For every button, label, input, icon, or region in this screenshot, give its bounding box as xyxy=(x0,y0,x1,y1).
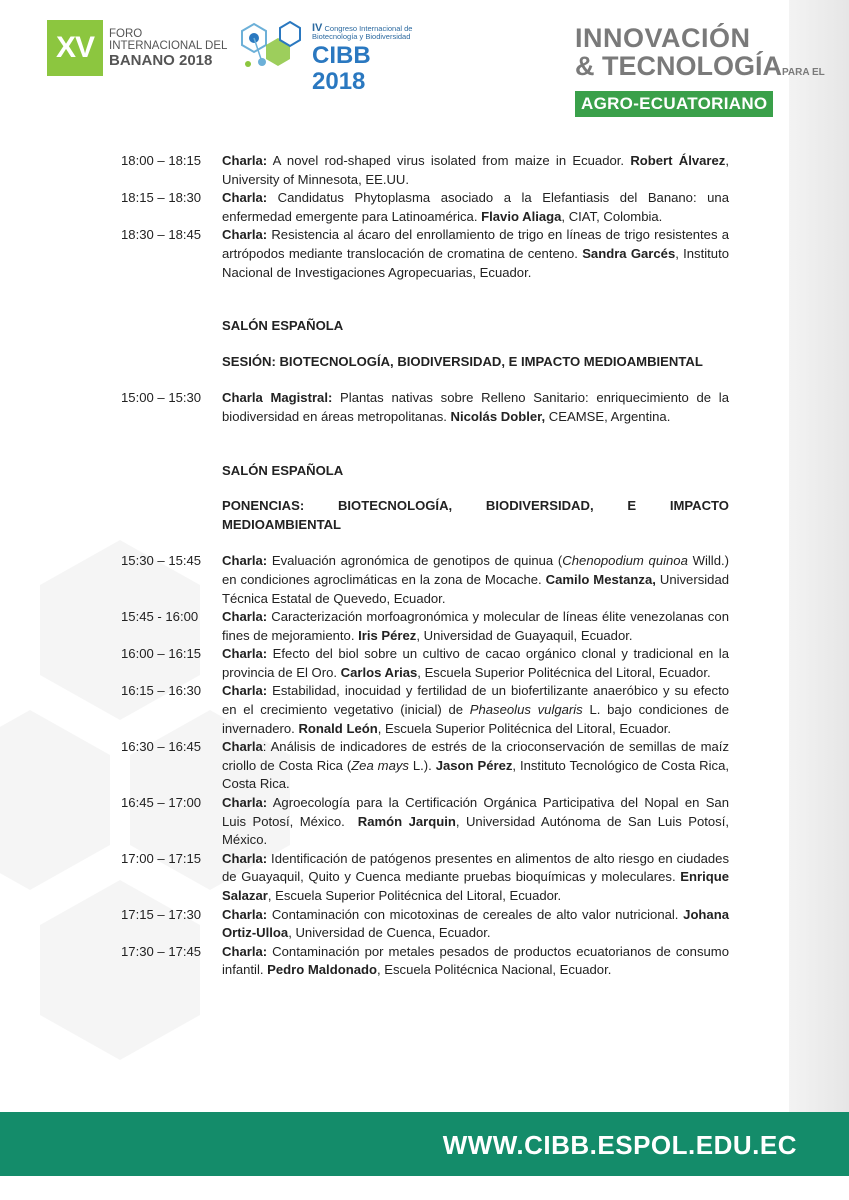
entry-affiliation: , University of Minnesota, EE.UU. xyxy=(222,153,729,187)
entry-title: Plantas nativas sobre Relleno Sanitario: enriquecimiento de la biodiversidad en áreas metropolitanas. xyxy=(222,390,729,424)
forum-banano-logo xyxy=(47,20,232,76)
program-entry xyxy=(121,645,729,682)
session-heading: SESIÓN: BIOTECNOLOGÍA, BIODIVERSIDAD, E IMPACTO MEDIOAMBIENTAL xyxy=(222,353,703,369)
entry-kind: Charla: xyxy=(222,190,268,206)
entry-speaker: Jason Pérez xyxy=(435,757,513,773)
innov-line2-text: & TECNOLOGÍA xyxy=(575,51,782,81)
entry-species: Zea mays xyxy=(351,757,409,773)
entry-kind: Charla: xyxy=(222,646,268,662)
forum-line3: BANANO 2018 xyxy=(109,52,213,69)
innov-line1: INNOVACIÓN xyxy=(575,23,751,53)
entry-affiliation: , Universidad de Cuenca, Ecuador. xyxy=(288,925,491,941)
forum-line2: INTERNACIONAL DEL xyxy=(109,40,228,52)
entry-speaker: Ramón Jarquin xyxy=(357,813,456,829)
entry-title: Agroecología para la Certificación Orgánica Participativa del Nopal en San Luis Potosí, México. xyxy=(222,795,733,829)
entry-description xyxy=(222,189,729,226)
forum-text xyxy=(109,28,227,69)
entry-speaker: Carlos Arias xyxy=(340,664,418,680)
footer-bar xyxy=(0,1112,849,1176)
innov-para: PARA EL xyxy=(782,67,825,78)
program-entry xyxy=(121,794,733,850)
program-entry xyxy=(121,389,729,426)
entry-affiliation: , Universidad de Guayaquil, Ecuador. xyxy=(416,627,633,643)
entry-time: 17:15 – 17:30 xyxy=(121,906,202,922)
molecule-hexagon-icon xyxy=(236,18,308,78)
entry-kind: Charla: xyxy=(222,153,268,168)
entry-speaker: Sandra Garcés xyxy=(582,245,676,261)
program-entry xyxy=(121,152,729,189)
room-heading: SALÓN ESPAÑOLA xyxy=(222,462,344,478)
program-entry xyxy=(121,738,729,794)
entry-kind: Charla: xyxy=(222,683,268,699)
entry-speaker: Pedro Maldonado xyxy=(267,962,377,978)
session-heading-cont: MEDIOAMBIENTAL xyxy=(222,516,342,532)
entry-kind: Charla xyxy=(222,739,263,755)
entry-description xyxy=(222,152,729,189)
program-entry xyxy=(121,608,729,645)
entry-time: 18:30 – 18:45 xyxy=(121,227,202,243)
entry-kind: Charla: xyxy=(222,795,268,811)
entry-speaker: Enrique Salazar xyxy=(222,869,729,903)
entry-speaker: Iris Pérez xyxy=(358,627,417,643)
program-entry xyxy=(121,189,729,226)
background-side-panel xyxy=(789,0,849,1120)
program-entry xyxy=(121,226,729,282)
entry-title: Candidatus Phytoplasma asociado a la Elefantiasis del Banano: una enfermedad emergente para Latinoamérica. xyxy=(222,190,729,224)
entry-affiliation: CEAMSE, Argentina. xyxy=(545,408,671,424)
innov-line2 xyxy=(575,51,825,87)
entry-speaker: Nicolás Dobler, xyxy=(450,408,546,424)
entry-title-cont: L. bajo condiciones de invernadero. xyxy=(222,702,730,736)
entry-species: Phaseolus vulgaris xyxy=(469,702,583,718)
entry-description xyxy=(222,645,729,682)
entry-affiliation: , Instituto Tecnológico de Costa Rica, Costa Rica. xyxy=(222,757,729,792)
entry-description xyxy=(222,850,729,906)
entry-affiliation: , Escuela Politécnica Nacional, Ecuador. xyxy=(376,962,612,978)
entry-speaker: Robert Álvarez xyxy=(630,153,726,168)
entry-time: 16:00 – 16:15 xyxy=(121,646,202,662)
entry-title-cont: Willd.) en condiciones agroclimáticas en la zona de Mocache. xyxy=(222,553,729,587)
entry-title: Estabilidad, inocuidad y fertilidad de un biofertilizante anaeróbico y su efecto en el crecimiento vegetativo (inicial) de xyxy=(222,683,729,718)
entry-time: 16:30 – 16:45 xyxy=(121,739,202,755)
entry-affiliation: , Universidad Autónoma de San Luis Potosí, México. xyxy=(222,813,730,848)
entry-speaker: Flavio Aliaga xyxy=(481,208,562,224)
entry-speaker: Johana Ortiz-Ulloa xyxy=(222,906,729,941)
entry-description xyxy=(222,738,729,794)
cibb-small-text: Congreso Internacional de Biotecnología y Biodiversidad xyxy=(312,24,413,41)
entry-speaker: Ronald León xyxy=(298,720,378,736)
entry-title: Evaluación agronómica de genotipos de quinua ( xyxy=(267,553,563,569)
entry-time: 16:15 – 16:30 xyxy=(121,683,202,699)
entry-time: 18:00 – 18:15 xyxy=(121,153,202,168)
entry-kind: Charla: xyxy=(222,609,268,625)
entry-time: 17:30 – 17:45 xyxy=(121,943,202,959)
entry-time: 15:00 – 15:30 xyxy=(121,390,202,406)
innov-line3: AGRO-ECUATORIANO xyxy=(575,91,773,117)
forum-line1: FORO xyxy=(109,28,143,40)
program-entry xyxy=(121,850,729,906)
entry-time: 15:45 - 16:00 xyxy=(121,609,199,625)
entry-title: Efecto del biol sobre un cultivo de cacao orgánico clonal y tradicional en la provincia de El Oro. xyxy=(222,646,729,680)
entry-affiliation: , CIAT, Colombia. xyxy=(561,208,663,224)
entry-affiliation: Universidad Técnica Estatal de Quevedo, Ecuador. xyxy=(222,571,730,606)
entry-title: Contaminación con micotoxinas de cereales de alto valor nutricional. xyxy=(267,906,684,922)
program-entry xyxy=(121,682,729,738)
entry-title: Contaminación por metales pesados de productos ecuatorianos de consumo infantil. xyxy=(222,943,729,978)
entry-kind: Charla: xyxy=(222,553,268,569)
entry-description xyxy=(222,794,733,850)
entry-kind: Charla: xyxy=(222,906,268,922)
entry-time: 17:00 – 17:15 xyxy=(121,850,202,866)
entry-kind: Charla Magistral: xyxy=(222,390,333,406)
cibb-roman: IV xyxy=(312,22,323,34)
entry-description xyxy=(222,389,729,426)
room-heading: SALÓN ESPAÑOLA xyxy=(222,318,344,334)
entry-time: 15:30 – 15:45 xyxy=(121,553,202,569)
entry-description xyxy=(222,682,729,738)
entry-description xyxy=(222,608,729,645)
innovacion-logo xyxy=(575,23,825,117)
session-heading: PONENCIAS: BIOTECNOLOGÍA, BIODIVERSIDAD, E IMPACTO xyxy=(222,498,729,514)
entry-time: 18:15 – 18:30 xyxy=(121,190,202,206)
entry-title: Caracterización morfoagronómica y molecular de líneas élite venezolanas con fines de mejoramiento. xyxy=(222,609,729,643)
cibb-subtitle xyxy=(312,24,424,41)
forum-badge: XV xyxy=(47,20,103,76)
cibb-title: CIBB 2018 xyxy=(312,42,371,95)
entry-kind: Charla: xyxy=(222,227,268,243)
entry-description xyxy=(222,226,729,282)
program-entry xyxy=(121,552,729,608)
entry-affiliation: , Escuela Superior Politécnica del Litoral, Ecuador. xyxy=(417,664,711,680)
program-entry xyxy=(121,943,729,980)
entry-kind: Charla: xyxy=(222,943,268,959)
entry-affiliation: , Escuela Superior Politécnica del Litoral, Ecuador. xyxy=(377,720,672,736)
entry-title-cont: L.). xyxy=(408,757,436,773)
entry-affiliation: , Instituto Nacional de Investigaciones Agropecuarias, Ecuador. xyxy=(222,245,729,280)
cibb-logo xyxy=(236,18,426,95)
entry-title: A novel rod-shaped virus isolated from maize in Ecuador. xyxy=(267,153,631,168)
entry-description xyxy=(222,906,729,943)
cibb-text xyxy=(312,24,426,95)
entry-species: Chenopodium quinoa xyxy=(562,553,688,569)
entry-title: Resistencia al ácaro del enrollamiento de trigo en líneas de trigo resistentes a artrópodos mediante translocación de cromatina de centeno. xyxy=(222,227,729,261)
program-content xyxy=(121,152,733,980)
entry-time: 16:45 – 17:00 xyxy=(121,795,202,811)
entry-kind: Charla: xyxy=(222,850,268,866)
entry-speaker: Camilo Mestanza, xyxy=(545,571,656,587)
entry-description xyxy=(222,552,729,608)
program-entry xyxy=(121,906,729,943)
entry-affiliation: , Escuela Superior Politécnica del Litoral, Ecuador. xyxy=(267,888,562,903)
entry-description xyxy=(222,943,729,980)
website-url[interactable]: WWW.CIBB.ESPOL.EDU.EC xyxy=(442,1130,797,1160)
entry-title: Identificación de patógenos presentes en alimentos de alto riesgo en ciudades de Guayaquil, Quito y Cuenca mediante pruebas bioquímicas y moleculares. xyxy=(222,850,729,885)
entry-title: : Análisis de indicadores de estrés de la crioconservación de semillas de maíz criollo de Costa Rica ( xyxy=(222,739,729,773)
